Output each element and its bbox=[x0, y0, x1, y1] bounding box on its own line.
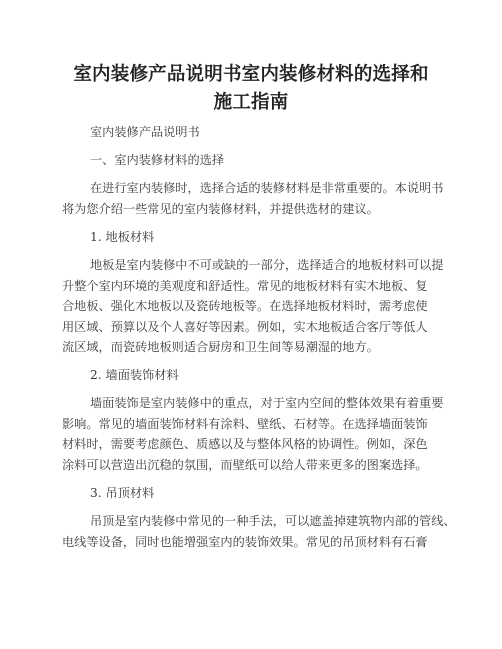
text-line: 流区域，而瓷砖地板则适合厨房和卫生间等易潮湿的地方。 bbox=[62, 340, 379, 354]
subsection-heading: 2. 墙面装饰材料 bbox=[90, 368, 179, 382]
section-heading: 一、室内装修材料的选择 bbox=[90, 153, 225, 167]
text-line: 升整个室内环境的美观度和舒适性。常见的地板材料有实木地板、复 bbox=[62, 279, 428, 293]
text-line: 将为您介绍一些常见的室内装修材料，并提供选材的建议。 bbox=[62, 202, 379, 216]
text-line: 室内装修产品说明书 bbox=[90, 125, 200, 139]
text-line: 涂料可以营造出沉稳的氛围，而壁纸可以给人带来更多的图案选择。 bbox=[62, 458, 428, 472]
text-line: 影响。常见的墙面装饰材料有涂料、壁纸、石材等。在选择墙面装饰 bbox=[62, 417, 428, 431]
text-line: 材料时，需要考虑颜色、质感以及与整体风格的协调性。例如，深色 bbox=[62, 437, 428, 451]
document-title-line-1: 室内装修产品说明书室内装修材料的选择和 bbox=[73, 64, 429, 85]
text-line: 地板是室内装修中不可或缺的一部分，选择适合的地板材料可以提 bbox=[90, 258, 444, 272]
text-line: 电线等设备，同时也能增强室内的装饰效果。常见的吊顶材料有石膏 bbox=[62, 535, 428, 549]
text-line: 墙面装饰是室内装修中的重点，对于室内空间的整体效果有着重要 bbox=[90, 396, 444, 410]
text-line: 合地板、强化木地板以及瓷砖地板等。在选择地板材料时，需考虑使 bbox=[62, 299, 428, 313]
text-line: 在进行室内装修时，选择合适的装修材料是非常重要的。本说明书 bbox=[90, 181, 444, 195]
text-line: 吊顶是室内装修中常见的一种手法，可以遮盖掉建筑物内部的管线、 bbox=[90, 514, 456, 528]
subsection-heading: 1. 地板材料 bbox=[90, 230, 155, 244]
text-line: 用区域、预算以及个人喜好等因素。例如，实木地板适合客厅等低人 bbox=[62, 320, 428, 334]
document-title-line-2: 施工指南 bbox=[213, 92, 289, 113]
subsection-heading: 3. 吊顶材料 bbox=[90, 486, 155, 500]
